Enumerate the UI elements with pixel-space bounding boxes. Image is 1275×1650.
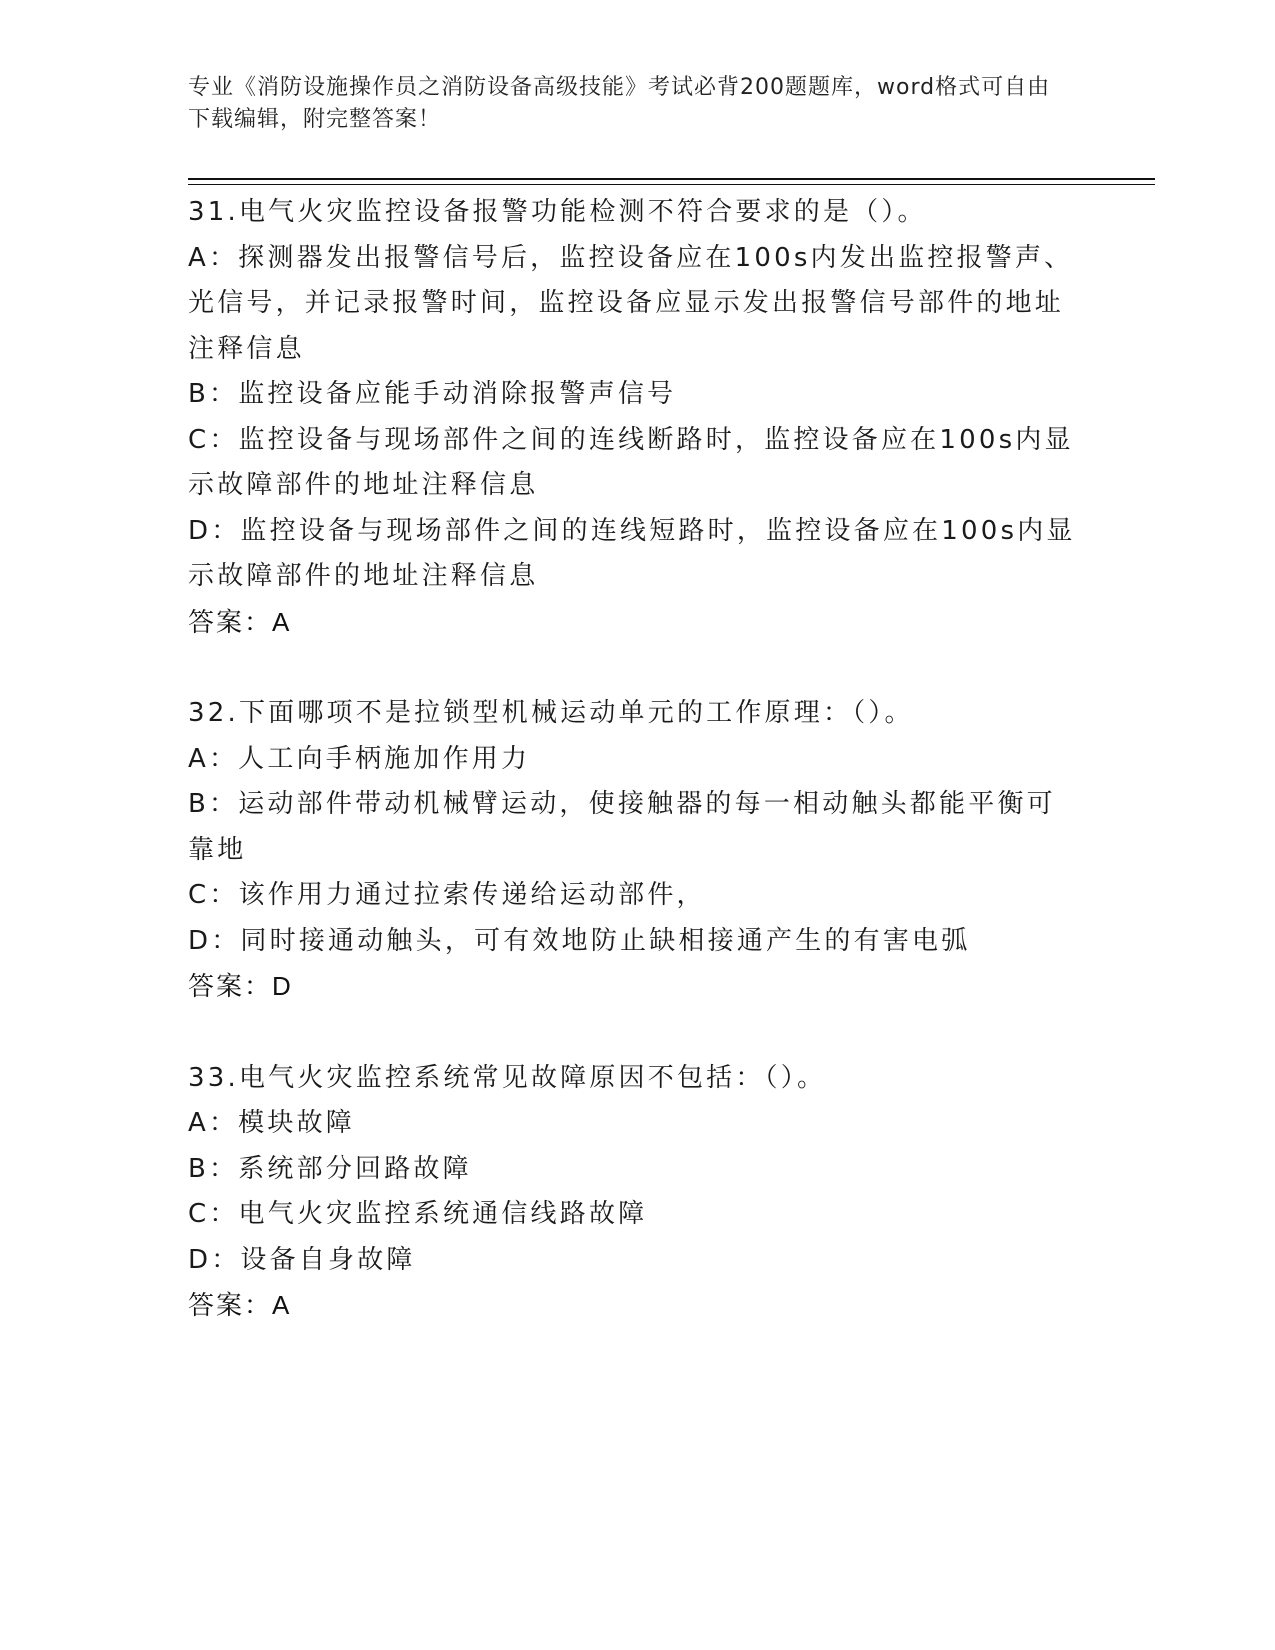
question-33 [188, 1056, 1078, 1329]
option-c: C：该作用力通过拉索传递给运动部件， [188, 880, 706, 910]
header-divider-thin [188, 184, 1155, 185]
answer-label: 答案：A [188, 606, 292, 637]
option-d: D：设备自身故障 [188, 1244, 416, 1275]
answer-label: 答案：A [188, 1290, 292, 1320]
question-stem: 33.电气火灾监控系统常见故障原因不包括：（）。 [188, 1062, 827, 1093]
question-32 [188, 691, 1078, 1010]
question-list [188, 190, 1078, 1375]
question-stem: 32.下面哪项不是拉锁型机械运动单元的工作原理：（）。 [188, 698, 914, 728]
question-stem: 31.电气火灾监控设备报警功能检测不符合要求的是（）。 [188, 197, 927, 227]
header-divider-thick [188, 178, 1155, 180]
option-d: D：监控设备与现场部件之间的连线短路时，监控设备应在100s内显示故障部件的地址注释信息 [188, 515, 1076, 591]
question-31 [188, 190, 1078, 645]
option-d: D：同时接通动触头，可有效地防止缺相接通产生的有害电弧 [188, 925, 971, 956]
option-a: A：探测器发出报警信号后，监控设备应在100s内发出监控报警声、光信号，并记录报警时间，监控设备应显示发出报警信号部件的地址注释信息 [188, 242, 1074, 364]
option-c: C：电气火灾监控系统通信线路故障 [188, 1199, 648, 1229]
option-c: C：监控设备与现场部件之间的连线断路时，监控设备应在100s内显示故障部件的地址注释信息 [188, 424, 1074, 500]
answer-label: 答案：D [188, 971, 293, 1001]
option-a: A：人工向手柄施加作用力 [188, 743, 531, 774]
document-header: 专业《消防设施操作员之消防设备高级技能》考试必背200题题库，word格式可自由下载编辑，附完整答案！ [188, 75, 1051, 132]
option-a: A：模块故障 [188, 1108, 355, 1138]
option-b: B：系统部分回路故障 [188, 1153, 472, 1184]
option-b: B：监控设备应能手动消除报警声信号 [188, 379, 677, 409]
option-b: B：运动部件带动机械臂运动，使接触器的每一相动触头都能平衡可靠地 [188, 789, 1056, 865]
